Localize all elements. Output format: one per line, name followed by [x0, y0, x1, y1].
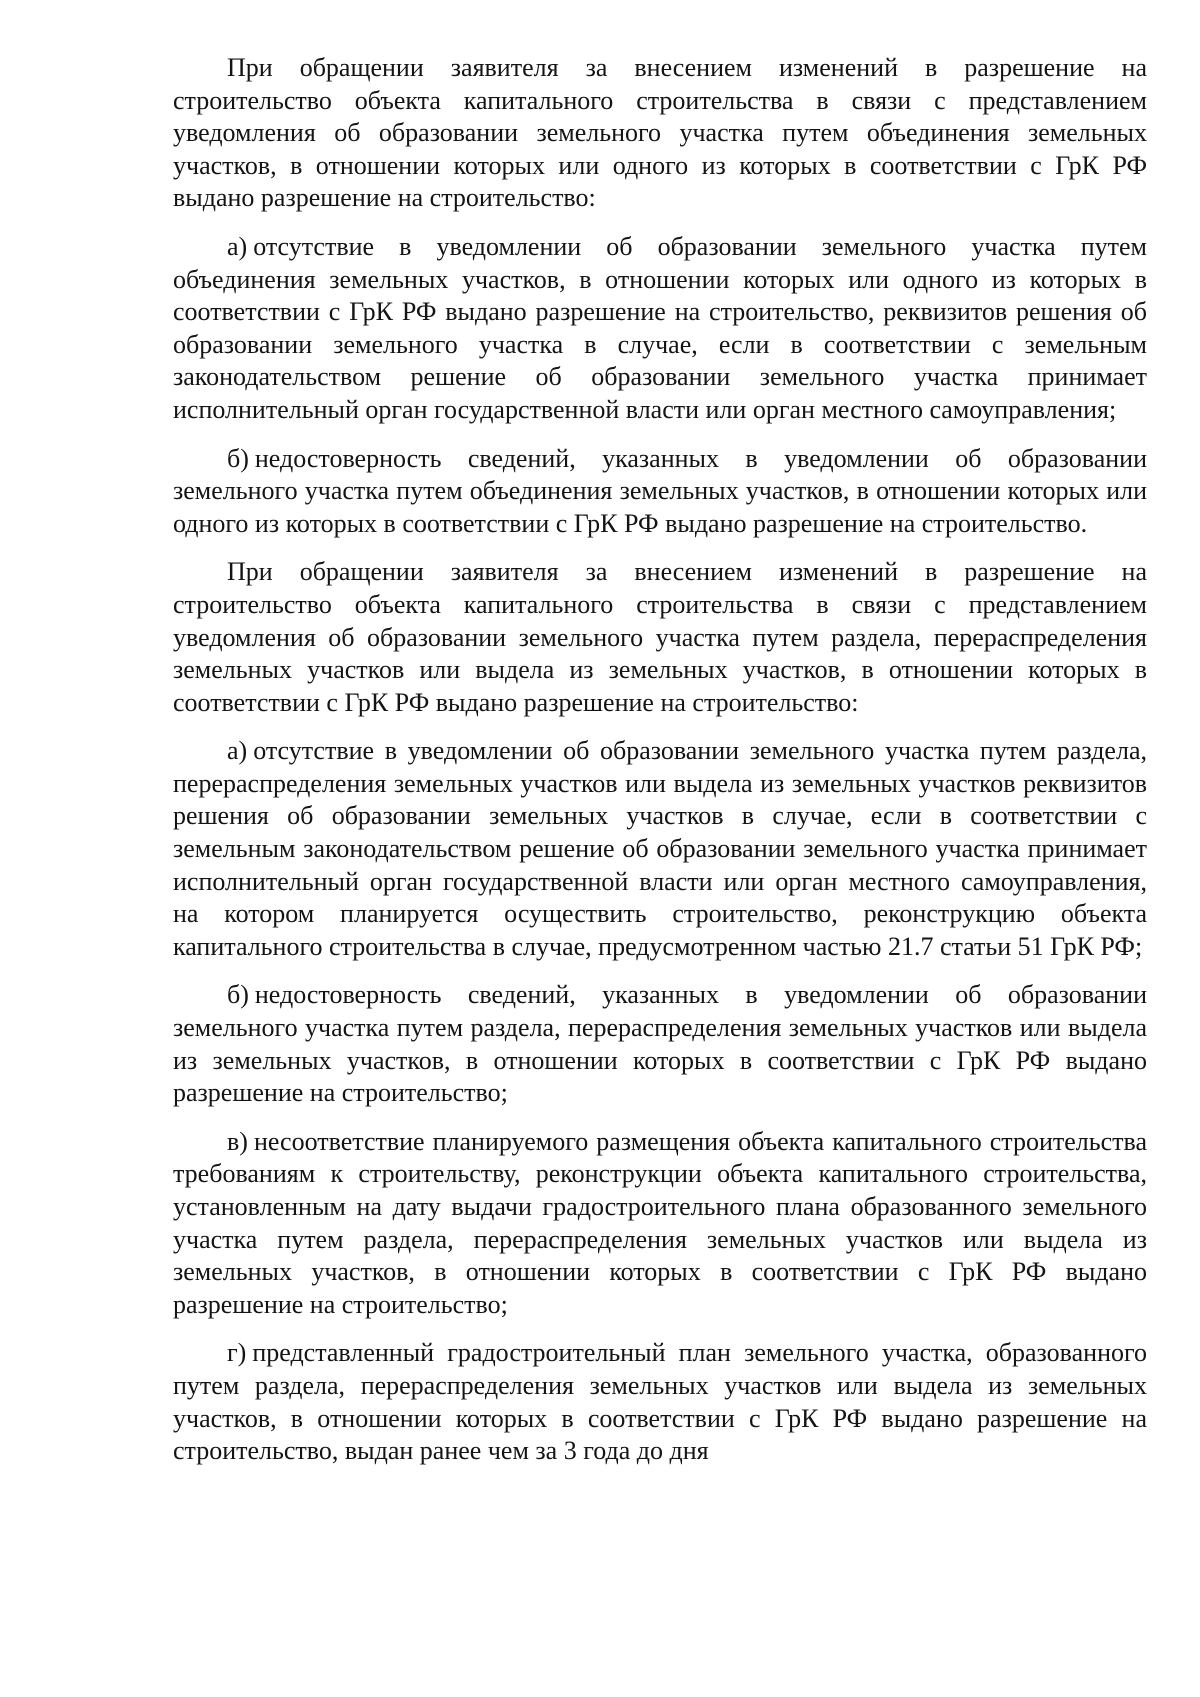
list-marker: а) [227, 231, 248, 261]
paragraph-text: При обращении заявителя за внесением изменений в разрешение на строительство объекта капитального строительства в связи с представлением уведомления об образовании земельного участка путем объединения земельных участков, в отношении которых или одного из которых в соответствии с ГрК РФ выдано разрешение на строительство: [173, 53, 1147, 213]
paragraph-text: отсутствие в уведомлении об образовании земельного участка путем раздела, перераспределения земельных участков или выдела из земельных участков реквизитов решения об образовании земельных участков в случае, если в соответствии с земельным законодательством решение об образовании земельного участка принимает исполнительный орган государственной власти или орган местного самоуправления, на котором планируется осуществить строительство, реконструкцию объекта капитального строительства в случае, предусмотренном частью 21.7 статьи 51 ГрК РФ; [173, 736, 1147, 961]
paragraph-text: При обращении заявителя за внесением изменений в разрешение на строительство объекта капитального строительства в связи с представлением уведомления об образовании земельного участка путем раздела, перераспределения земельных участков или выдела из земельных участков, в отношении которых в соответствии с ГрК РФ выдано разрешение на строительство: [173, 557, 1147, 717]
paragraph-intro-merger [173, 52, 1147, 215]
paragraph-text: отсутствие в уведомлении об образовании земельного участка путем объединения земельных участков, в отношении которых или одного из которых в соответствии с ГрК РФ выдано разрешение на строительство, реквизитов решения об образовании земельного участка в случае, если в соответствии с земельным законодательством решение об образовании земельного участка принимает исполнительный орган государственной власти или орган местного самоуправления; [173, 231, 1147, 424]
list-marker: б) [227, 980, 249, 1010]
list-marker: а) [227, 736, 248, 766]
paragraph-text: несоответствие планируемого размещения объекта капитального строительства требованиям к строительству, реконструкции объекта капитального строительства, установленным на дату выдачи градостроительного плана образованного земельного участка путем раздела, перераспределения земельных участков или выдела из земельных участков, в отношении которых в соответствии с ГрК РФ выдано разрешение на строительство; [173, 1126, 1147, 1319]
list-marker: б) [227, 443, 249, 473]
paragraph-text: представленный градостроительный план земельного участка, образованного путем раздела, перераспределения земельных участков или выдела из земельных участков, в отношении которых в соответствии с ГрК РФ выдано разрешение на строительство, выдан ранее чем за 3 года до дня [173, 1338, 1147, 1466]
paragraph-division-item-a [173, 735, 1147, 963]
paragraph-division-item-v [173, 1126, 1147, 1322]
list-marker: в) [227, 1126, 248, 1156]
paragraph-merger-item-a [173, 231, 1147, 427]
list-marker: г) [227, 1338, 247, 1368]
paragraph-merger-item-b [173, 443, 1147, 541]
paragraph-division-item-b [173, 979, 1147, 1109]
paragraph-text: недостоверность сведений, указанных в уведомлении об образовании земельного участка путем раздела, перераспределения земельных участков или выдела из земельных участков, в отношении которых в соответствии с ГрК РФ выдано разрешение на строительство; [173, 980, 1147, 1108]
paragraph-text: недостоверность сведений, указанных в уведомлении об образовании земельного участка путем объединения земельных участков, в отношении которых или одного из которых в соответствии с ГрК РФ выдано разрешение на строительство. [173, 443, 1147, 538]
paragraph-intro-division [173, 556, 1147, 719]
document-body [173, 52, 1147, 1468]
paragraph-division-item-g [173, 1337, 1147, 1467]
